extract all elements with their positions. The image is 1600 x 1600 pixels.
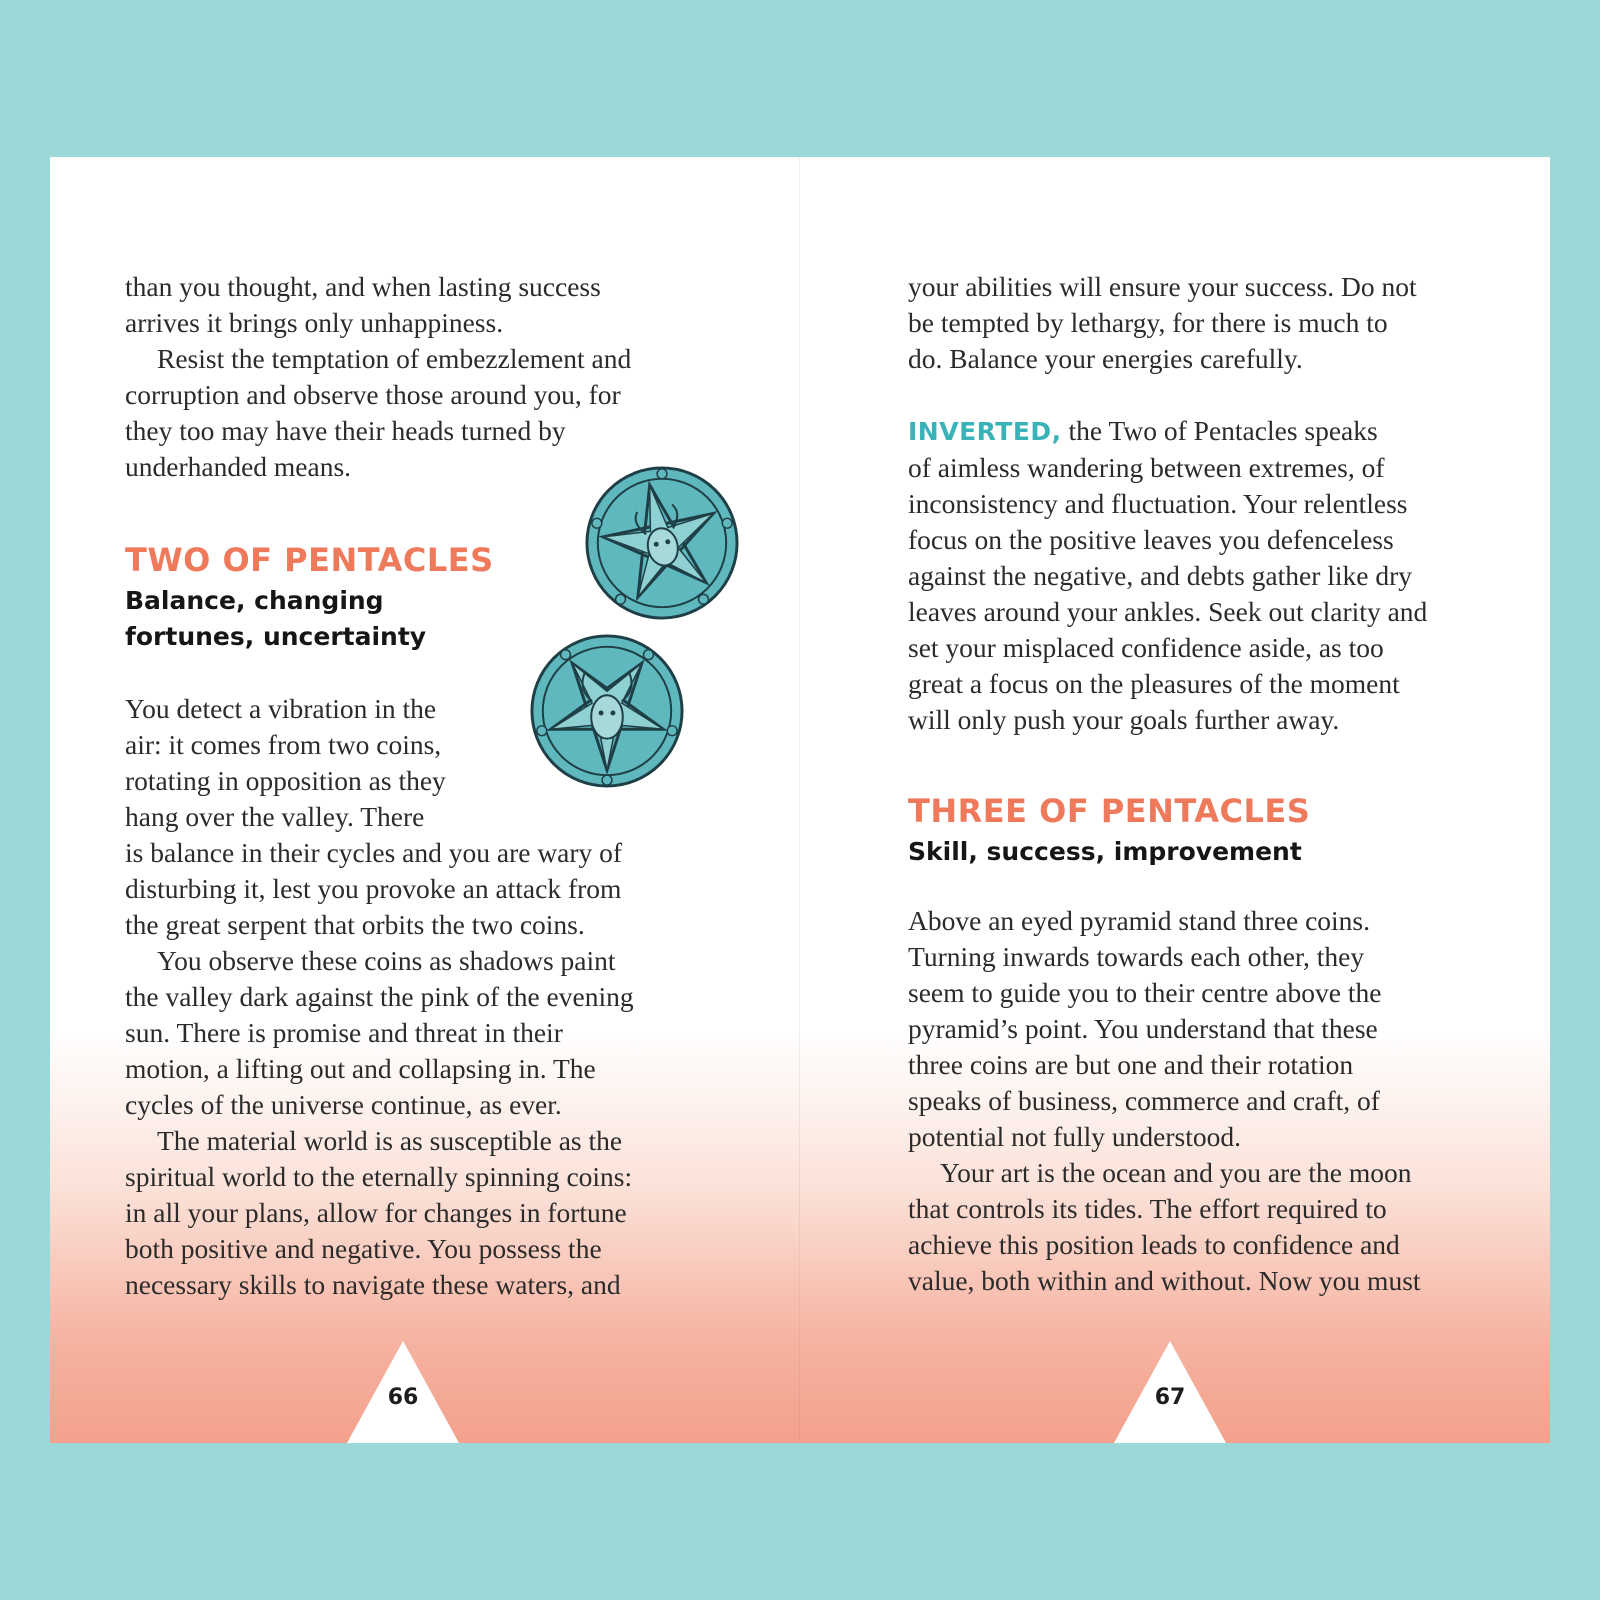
text-line: sun. There is promise and threat in their bbox=[125, 1017, 563, 1048]
card-subtitle: Skill, success, improvement bbox=[908, 837, 1302, 866]
page-number: 66 bbox=[387, 1385, 419, 1410]
text-line: in all your plans, allow for changes in fortune bbox=[125, 1197, 627, 1228]
text-line: potential not fully understood. bbox=[908, 1121, 1242, 1152]
text-line: necessary skills to navigate these waters, and bbox=[125, 1269, 621, 1300]
inverted-first-line: the Two of Pentacles speaks bbox=[1068, 415, 1378, 446]
subtitle-line: Balance, changing bbox=[125, 586, 384, 615]
text-line: Your art is the ocean and you are the moon bbox=[940, 1157, 1412, 1188]
text-line: be tempted by lethargy, for there is much to bbox=[908, 307, 1388, 338]
right-body-paragraphs bbox=[908, 903, 1421, 1299]
page-number: 67 bbox=[1154, 1385, 1186, 1410]
text-line: Turning inwards towards each other, they bbox=[908, 941, 1365, 972]
text-line: corruption and observe those around you, for bbox=[125, 379, 621, 410]
text-line: Above an eyed pyramid stand three coins. bbox=[908, 905, 1371, 936]
text-line: The material world is as susceptible as the bbox=[157, 1125, 623, 1156]
text-line: inconsistency and fluctuation. Your relentless bbox=[908, 488, 1408, 519]
text-line: that controls its tides. The effort required to bbox=[908, 1193, 1387, 1224]
text-line: they too may have their heads turned by bbox=[125, 415, 566, 446]
card-title: TWO OF PENTACLES bbox=[125, 541, 494, 579]
page-number-marker bbox=[347, 1341, 459, 1443]
text-line: spiritual world to the eternally spinning coins: bbox=[125, 1161, 633, 1192]
pentacle-coin-icon bbox=[583, 464, 741, 622]
text-line: underhanded means. bbox=[125, 451, 352, 482]
text-line: hang over the valley. There bbox=[125, 801, 425, 832]
right-intro-paragraph bbox=[908, 269, 1417, 377]
text-line: You observe these coins as shadows paint bbox=[157, 945, 616, 976]
text-line: seem to guide you to their centre above the bbox=[908, 977, 1382, 1008]
inverted-label: INVERTED, bbox=[908, 417, 1062, 446]
card-subtitle bbox=[125, 583, 426, 655]
left-intro-paragraph bbox=[125, 269, 631, 485]
text-line: both positive and negative. You possess the bbox=[125, 1233, 602, 1264]
text-line: set your misplaced confidence aside, as too bbox=[908, 632, 1384, 663]
text-line: rotating in opposition as they bbox=[125, 765, 446, 796]
text-line: the valley dark against the pink of the evening bbox=[125, 981, 634, 1012]
text-line: value, both within and without. Now you must bbox=[908, 1265, 1421, 1296]
text-line: arrives it brings only unhappiness. bbox=[125, 307, 504, 338]
text-line: great a focus on the pleasures of the moment bbox=[908, 668, 1400, 699]
text-line: speaks of business, commerce and craft, of bbox=[908, 1085, 1380, 1116]
text-line: You detect a vibration in the bbox=[125, 693, 437, 724]
text-line: focus on the positive leaves you defenceless bbox=[908, 524, 1394, 555]
text-line: will only push your goals further away. bbox=[908, 704, 1340, 735]
text-line: disturbing it, lest you provoke an attack from bbox=[125, 873, 622, 904]
right-page bbox=[800, 157, 1550, 1443]
text-line: leaves around your ankles. Seek out clarity and bbox=[908, 596, 1428, 627]
text-line: cycles of the universe continue, as ever. bbox=[125, 1089, 562, 1120]
left-body-paragraphs bbox=[125, 691, 634, 1303]
text-line: of aimless wandering between extremes, of bbox=[908, 452, 1385, 483]
text-line: against the negative, and debts gather like dry bbox=[908, 560, 1412, 591]
left-page bbox=[50, 157, 800, 1443]
text-line: three coins are but one and their rotation bbox=[908, 1049, 1354, 1080]
page-number-marker bbox=[1114, 1341, 1226, 1443]
card-title: THREE OF PENTACLES bbox=[908, 792, 1311, 830]
text-line: your abilities will ensure your success. Do not bbox=[908, 271, 1417, 302]
text-line: the great serpent that orbits the two coins. bbox=[125, 909, 585, 940]
text-line: air: it comes from two coins, bbox=[125, 729, 442, 760]
text-line bbox=[908, 413, 1427, 450]
inverted-paragraph bbox=[908, 413, 1427, 738]
text-line: than you thought, and when lasting success bbox=[125, 271, 601, 302]
text-line: motion, a lifting out and collapsing in. The bbox=[125, 1053, 596, 1084]
text-line: do. Balance your energies carefully. bbox=[908, 343, 1303, 374]
text-line: Resist the temptation of embezzlement and bbox=[157, 343, 632, 374]
text-line: is balance in their cycles and you are wary of bbox=[125, 837, 623, 868]
text-line: achieve this position leads to confidence and bbox=[908, 1229, 1400, 1260]
text-line: pyramid’s point. You understand that these bbox=[908, 1013, 1378, 1044]
subtitle-line: fortunes, uncertainty bbox=[125, 622, 427, 651]
book-spread bbox=[50, 157, 1550, 1443]
